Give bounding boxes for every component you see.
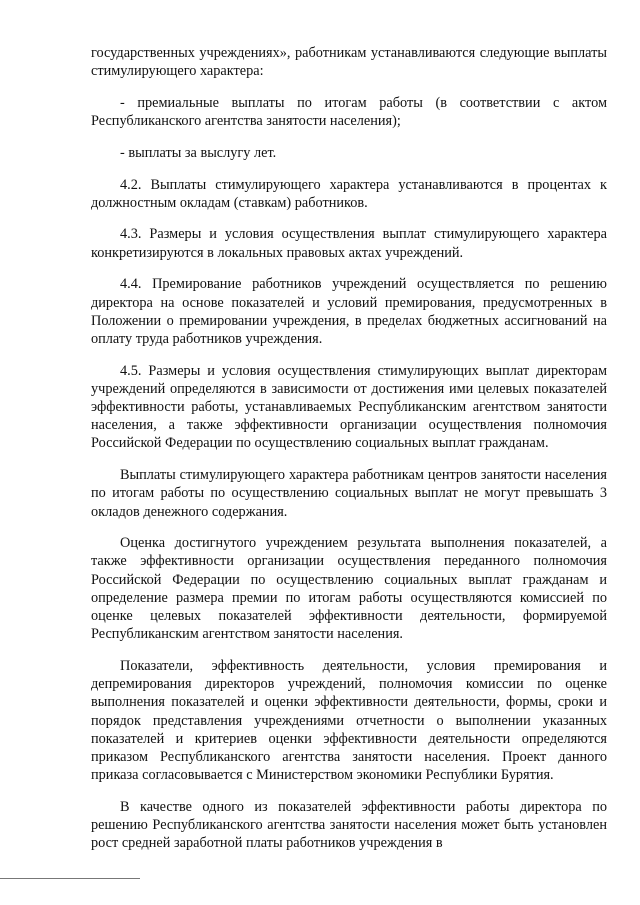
paragraph-salary-growth: В качестве одного из показателей эффективности работы директора по решению Республиканского агентства занятости населения может быть установлен рост средней заработной платы работников учреждения в: [91, 798, 607, 852]
paragraph-evaluation: Оценка достигнутого учреждением результата выполнения показателей, а также эффективности организации осуществления переданного полномочия Российской Федерации по осуществлению социальных выплат гражданам и определение размера премии по итогам работы осуществляются комиссией по оценке целевых показателей эффективности деятельности, формируемой Республиканским агентством занятости населения.: [91, 535, 607, 643]
paragraph-4-4: 4.4. Премирование работников учреждений осуществляется по решению директора на основе показателей и условий премирования, предусмотренных в Положении о премировании учреждения, в пределах бюджетных ассигнований на оплату труда работников учреждения.: [91, 276, 607, 347]
paragraph-4-2: 4.2. Выплаты стимулирующего характера устанавливаются в процентах к должностным окладам (ставкам) работников.: [91, 176, 607, 211]
paragraph-4-5: 4.5. Размеры и условия осуществления стимулирующих выплат директорам учреждений определяются в зависимости от достижения ими целевых показателей эффективности работы, устанавливаемых Республиканским агентством занятости населения, а также эффективности организации осуществления полномочия Российской Федерации по осуществлению социальных выплат гражданам.: [91, 362, 607, 452]
paragraph-4-3: 4.3. Размеры и условия осуществления выплат стимулирующего характера конкретизируются в локальных правовых актах учреждений.: [91, 226, 607, 261]
paragraph-seniority-item: - выплаты за выслугу лет.: [120, 144, 277, 161]
document-page: [91, 44, 607, 853]
paragraph-intro: государственных учреждениях», работникам устанавливаются следующие выплаты стимулирующего характера:: [91, 45, 607, 80]
footnote-divider: [0, 878, 140, 879]
paragraph-payment-limit: Выплаты стимулирующего характера работникам центров занятости населения по итогам работы по осуществлению социальных выплат не могут превышать 3 окладов денежного содержания.: [91, 467, 607, 520]
paragraph-indicators: Показатели, эффективность деятельности, условия премирования и депремирования директоров учреждений, полномочия комиссии по оценке выполнения показателей и оценки эффективности деятельности, формы, сроки и порядок представления учреждениями отчетности о выполнении указанных показателей и критериев оценки эффективности деятельности определяются приказом Республиканского агентства занятости населения. Проект данного приказа согласовывается с Министерством экономики Республики Бурятия.: [91, 657, 607, 784]
paragraph-bonus-item: - премиальные выплаты по итогам работы (в соответствии с актом Республиканского агентства занятости населения);: [91, 94, 607, 130]
